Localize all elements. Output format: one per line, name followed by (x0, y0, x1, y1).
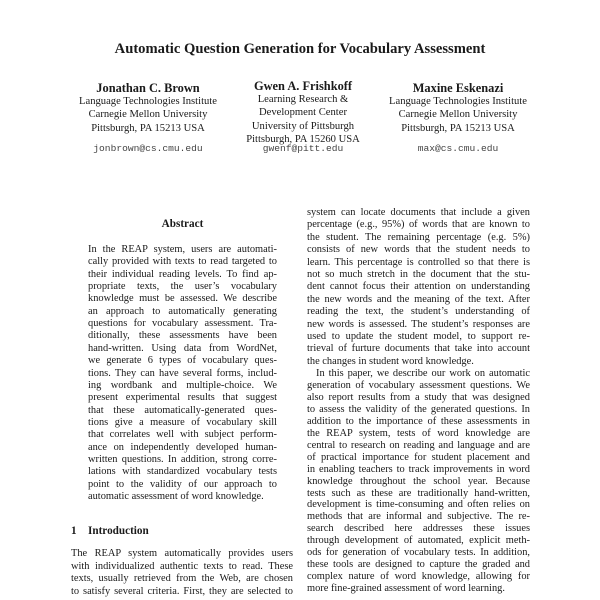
text-line: used to update the student model, to support re- (307, 331, 530, 342)
author-name: Jonathan C. Brown (96, 81, 200, 95)
text-line: these tools are designed to capture the graded and (307, 559, 530, 571)
text-line: consists of new words that the student needs to (307, 244, 530, 256)
author-affiliation: Language Technologies Institute (389, 96, 527, 107)
author-affiliation: University of Pittsburgh (251, 120, 355, 132)
text-line: questions for vocabulary assessment. Tra- (88, 318, 277, 330)
text-line: ditionally, these assessments have been (88, 330, 277, 342)
text-line: dent cannot focus their attention on understanding (307, 281, 530, 293)
text-line: tions give a measure of vocabulary skill (88, 416, 277, 428)
author-block (358, 81, 558, 154)
author-affiliation: Pittsburgh, PA 15213 USA (401, 122, 515, 134)
text-line: an approach to automatically generating (88, 305, 277, 317)
text-line: complex nature of word knowledge, allowing for (307, 571, 530, 583)
text-line: the student. The remaining percentage (e.g. 5%) (307, 231, 530, 243)
text-line: present experimental results that suggest (88, 392, 277, 404)
section-heading-introduction: Introduction (88, 525, 149, 537)
text-line: their individual reading levels. To find ap- (88, 268, 277, 280)
text-line: that correlates well with subject perform- (88, 429, 277, 441)
author-email: jonbrown@cs.cmu.edu (93, 143, 203, 154)
text-line: with individualized authentic texts to read. These (71, 560, 293, 572)
text-line: development is time-consuming and often relies on (307, 499, 530, 511)
author-affiliation: Pittsburgh, PA 15213 USA (91, 122, 205, 134)
text-line: not so much stretch in the document that the stu- (307, 269, 530, 280)
text-line: hand-written. Using data from WordNet, (88, 342, 277, 354)
text-line: automatic assessment of word knowledge. (88, 491, 264, 502)
text-line: written questions. In addition, strong corre- (88, 453, 277, 465)
text-line: knowledge throughout the school year. Because (307, 475, 530, 487)
author-affiliation: Language Technologies Institute (79, 96, 217, 107)
paper-title: Automatic Question Generation for Vocabulary Assessment (114, 41, 486, 57)
text-line: In the REAP system, users are automati- (88, 244, 277, 255)
text-line: percentage (e.g., 95%) of words that are known to (307, 219, 530, 231)
text-line: addition to the importance of these assessments in (307, 415, 530, 427)
text-line: point to the validity of our approach to (88, 478, 277, 490)
author-name: Gwen A. Frishkoff (253, 79, 353, 93)
text-line: new words is assessed. The student’s responses are (307, 318, 530, 330)
text-line: tions. They can have several forms, includ- (88, 367, 277, 379)
author-email: gwenf@pitt.edu (262, 143, 344, 154)
text-line: texts, usually retrieved from the Web, are chosen (71, 573, 293, 585)
text-line: reading the text, the student’s understanding of (307, 306, 530, 318)
abstract-heading: Abstract (161, 218, 204, 230)
author-affiliation: Carnegie Mellon University (88, 109, 208, 121)
text-line: learn. This percentage is controlled so that there is (307, 256, 530, 268)
text-line: ing wordbank and multiple-choice. We (88, 379, 277, 391)
author-affiliation: Development Center (259, 107, 347, 119)
text-line: to satisfy several criteria. First, they are selected to (71, 585, 293, 597)
section-number: 1 (71, 525, 77, 537)
text-line: to assess the validity of the generated questions. In (307, 403, 530, 415)
text-line: of practical importance for student placement and (307, 451, 530, 463)
author-name: Maxine Eskenazi (412, 81, 504, 95)
text-line: tests such as these are traditionally hand-written, (307, 487, 530, 499)
text-line: In this paper, we describe our work on automatic (316, 368, 530, 379)
text-line: The REAP system automatically provides users (71, 548, 293, 559)
text-line: search described here addresses these issues (307, 523, 530, 535)
text-line: generation of vocabulary assessment questions. We (307, 379, 530, 391)
text-line: ods for generation of vocabulary tests. In addition, (307, 547, 530, 559)
text-line: also report results from a study that was designed (307, 391, 530, 403)
text-line: that these automatically-generated ques- (88, 404, 277, 416)
text-line: propriate texts, the user’s vocabulary (88, 281, 277, 293)
author-affiliation: Carnegie Mellon University (398, 109, 518, 121)
text-line: knowledge must be assessed. We describe (88, 293, 277, 305)
text-line: ance on independently developed human- (88, 441, 277, 453)
text-line: through development of automated, explicit meth- (307, 535, 530, 547)
text-line: the REAP system, tests of word knowledge are (307, 427, 530, 439)
text-line: methods that are informal and subjective. The re- (307, 511, 530, 523)
text-line: cally provided with texts to read targeted to (88, 256, 277, 268)
text-line: we generate 6 types of vocabulary ques- (88, 355, 277, 367)
text-line: in enabling teachers to track improvements in word (307, 463, 530, 475)
text-line: trieval of furture documents that take into account (307, 343, 530, 355)
text-line: central to research on reading and language and are (307, 439, 530, 451)
author-email: max@cs.cmu.edu (417, 143, 499, 154)
text-line: system can locate documents that include a given (307, 207, 530, 218)
text-line: the changes in student word knowledge. (307, 355, 474, 367)
author-affiliation: Pittsburgh, PA 15260 USA (246, 133, 360, 145)
text-line: lations with standardized vocabulary tests (88, 466, 277, 478)
author-affiliation: Learning Research & (257, 94, 349, 105)
text-line: more fine-grained assessment of word learning. (307, 583, 505, 595)
text-line: the new words and the meaning of the text. After (307, 293, 530, 305)
